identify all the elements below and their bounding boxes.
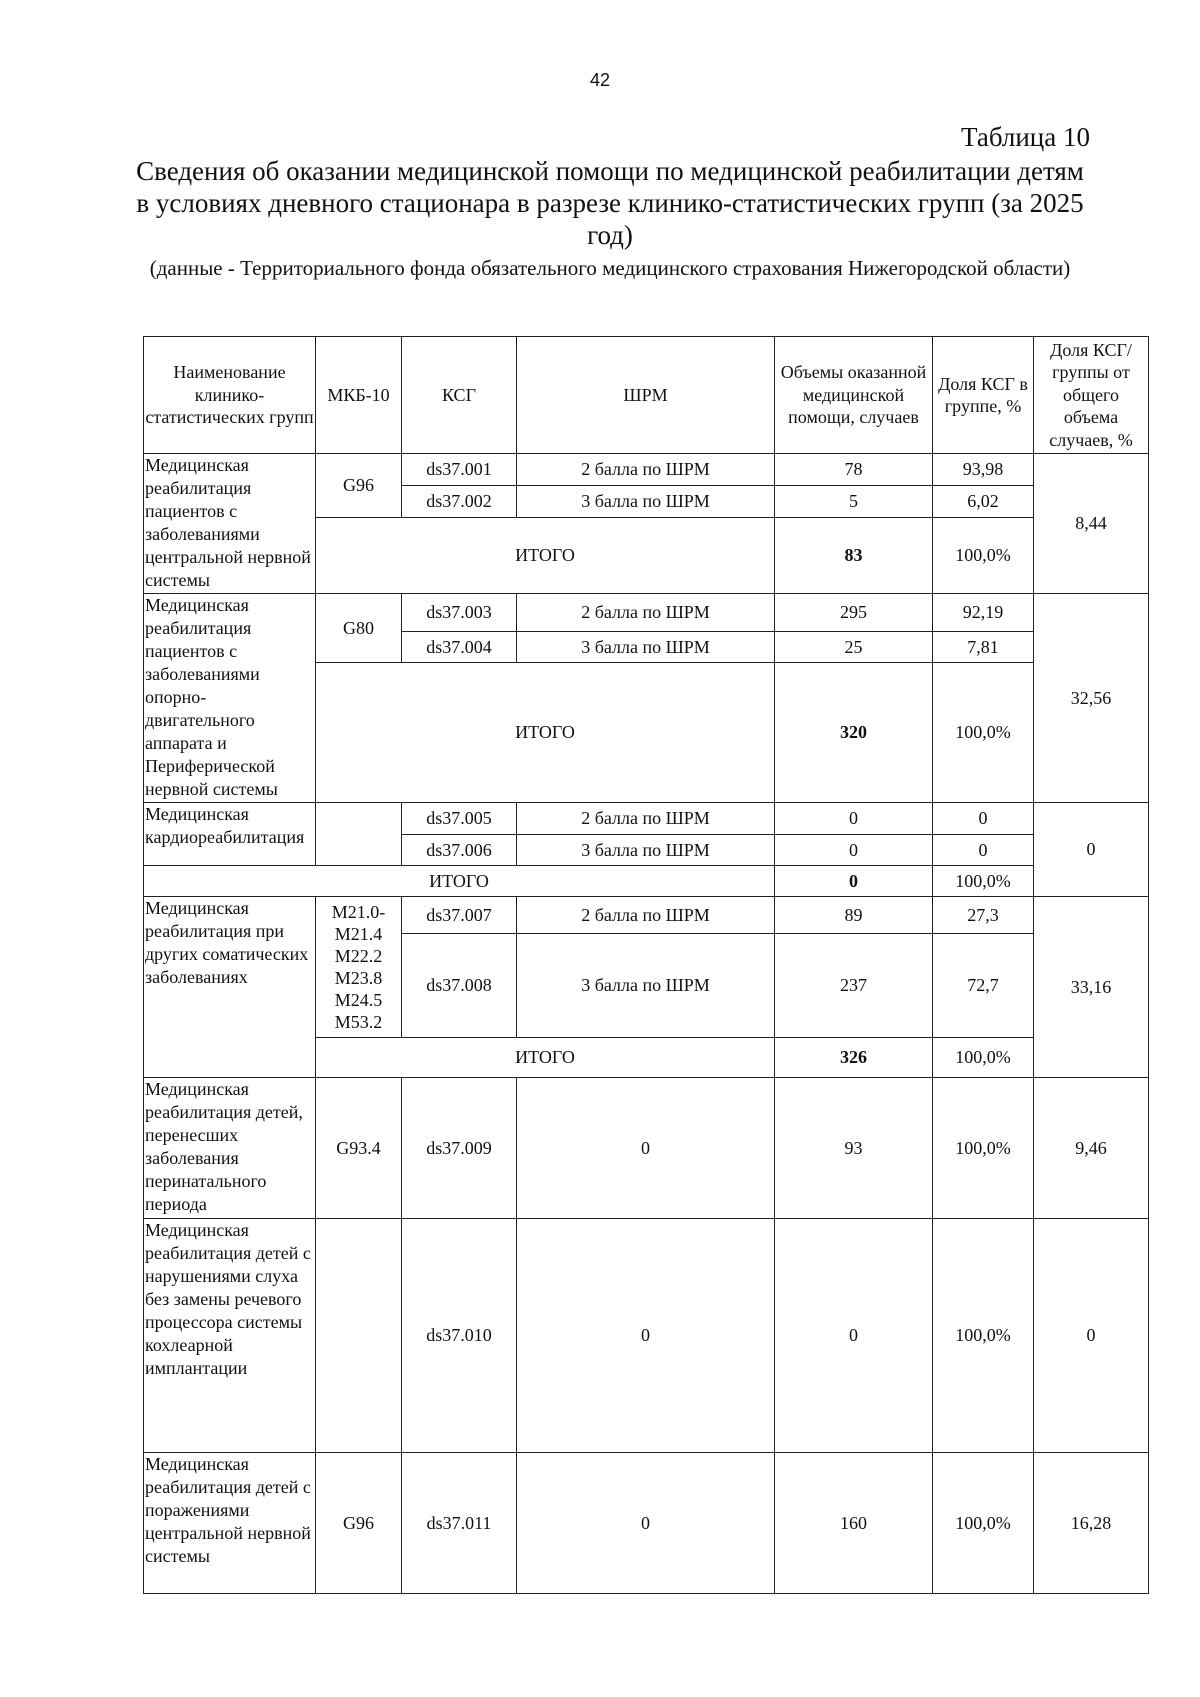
mkb-code: M22.2 xyxy=(334,946,383,966)
header-mkb: МКБ-10 xyxy=(316,337,402,454)
header-share-total: Доля КСГ/группы от общего объема случаев, % xyxy=(1034,337,1149,454)
mkb-code: M23.8 xyxy=(334,968,383,988)
share-in-group: 100,0% xyxy=(933,1078,1034,1219)
shrm-value: 3 балла по ШРМ xyxy=(517,835,775,866)
volume-value: 89 xyxy=(775,897,933,934)
ksg-code: ds37.009 xyxy=(402,1078,517,1219)
share-in-group: 72,7 xyxy=(933,934,1034,1038)
share-total: 16,28 xyxy=(1034,1453,1149,1594)
share-in-group: 6,02 xyxy=(933,486,1034,518)
total-share: 100,0% xyxy=(933,866,1034,897)
ksg-code: ds37.003 xyxy=(402,594,517,632)
group-name: Медицинская кардиореабилитация xyxy=(144,803,316,866)
ksg-code: ds37.010 xyxy=(402,1219,517,1453)
total-row xyxy=(144,866,1149,897)
share-in-group: 100,0% xyxy=(933,1453,1034,1594)
ksg-code: ds37.002 xyxy=(402,486,517,518)
page-number: 42 xyxy=(589,70,611,90)
total-label: ИТОГО xyxy=(144,866,775,897)
shrm-value: 0 xyxy=(517,1078,775,1219)
total-volume: 320 xyxy=(775,663,933,803)
total-share: 100,0% xyxy=(933,518,1034,594)
table-row xyxy=(144,803,1149,835)
volume-value: 0 xyxy=(775,835,933,866)
mkb-code: M24.5 xyxy=(334,990,383,1010)
shrm-value: 0 xyxy=(517,1219,775,1453)
share-total: 0 xyxy=(1034,803,1149,897)
shrm-value: 3 балла по ШРМ xyxy=(517,632,775,663)
shrm-value: 2 балла по ШРМ xyxy=(517,454,775,486)
ksg-code: ds37.008 xyxy=(402,934,517,1038)
volume-value: 295 xyxy=(775,594,933,632)
group-name: Медицинская реабилитация пациентов с заболеваниями центральной нервной системы xyxy=(144,454,316,594)
shrm-value: 2 балла по ШРМ xyxy=(517,594,775,632)
table-row xyxy=(144,454,1149,486)
share-total: 9,46 xyxy=(1034,1078,1149,1219)
rehabilitation-table xyxy=(143,336,1149,1594)
ksg-code: ds37.004 xyxy=(402,632,517,663)
group-name: Медицинская реабилитация детей, перенесших заболевания перинатального периода xyxy=(144,1078,316,1219)
share-in-group: 0 xyxy=(933,803,1034,835)
total-volume: 0 xyxy=(775,866,933,897)
volume-value: 0 xyxy=(775,803,933,835)
share-total: 33,16 xyxy=(1034,897,1149,1078)
total-volume: 326 xyxy=(775,1038,933,1078)
header-group: Наименование клинико-статистических групп xyxy=(144,337,316,454)
group-name: Медицинская реабилитация детей с поражениями центральной нервной системы xyxy=(144,1453,316,1594)
share-in-group: 7,81 xyxy=(933,632,1034,663)
header-row xyxy=(144,337,1149,454)
group-name: Медицинская реабилитация при других соматических заболеваниях xyxy=(144,897,316,1078)
share-in-group: 0 xyxy=(933,835,1034,866)
mkb-code: M21.0- xyxy=(331,902,386,922)
ksg-code: ds37.007 xyxy=(402,897,517,934)
total-label: ИТОГО xyxy=(316,663,775,803)
mkb-code xyxy=(316,1219,402,1453)
volume-value: 237 xyxy=(775,934,933,1038)
header-shrm: ШРМ xyxy=(517,337,775,454)
share-total: 8,44 xyxy=(1034,454,1149,594)
mkb-code: G96 xyxy=(316,454,402,518)
group-name: Медицинская реабилитация пациентов с заболеваниями опорно-двигательного аппарата и Периферической нервной системы xyxy=(144,594,316,803)
shrm-value: 3 балла по ШРМ xyxy=(517,934,775,1038)
ksg-code: ds37.011 xyxy=(402,1453,517,1594)
document-title: Сведения об оказании медицинской помощи по медицинской реабилитации детям в условиях дневного стационара в разрезе клинико-статистических групп (за 2025 год) xyxy=(136,156,1084,250)
share-in-group: 93,98 xyxy=(933,454,1034,486)
ksg-code: ds37.001 xyxy=(402,454,517,486)
total-label: ИТОГО xyxy=(316,518,775,594)
total-volume: 83 xyxy=(775,518,933,594)
table-row xyxy=(144,897,1149,934)
share-in-group: 92,19 xyxy=(933,594,1034,632)
volume-value: 0 xyxy=(775,1219,933,1453)
mkb-code: G80 xyxy=(316,594,402,663)
ksg-code: ds37.006 xyxy=(402,835,517,866)
total-share: 100,0% xyxy=(933,1038,1034,1078)
header-volume: Объемы оказанной медицинской помощи, случаев xyxy=(775,337,933,454)
document-subtitle: (данные - Территориального фонда обязательного медицинского страхования Нижегородской области) xyxy=(149,256,1071,280)
share-in-group: 27,3 xyxy=(933,897,1034,934)
mkb-code: M21.4 xyxy=(334,924,383,944)
share-total: 32,56 xyxy=(1034,594,1149,803)
volume-value: 93 xyxy=(775,1078,933,1219)
total-share: 100,0% xyxy=(933,663,1034,803)
volume-value: 78 xyxy=(775,454,933,486)
volume-value: 160 xyxy=(775,1453,933,1594)
group-name: Медицинская реабилитация детей с нарушениями слуха без замены речевого процессора системы кохлеарной имплантации xyxy=(144,1219,316,1453)
mkb-code xyxy=(316,803,402,866)
header-ksg: КСГ xyxy=(402,337,517,454)
mkb-code: G96 xyxy=(316,1453,402,1594)
shrm-value: 3 балла по ШРМ xyxy=(517,486,775,518)
total-label: ИТОГО xyxy=(316,1038,775,1078)
table-row xyxy=(144,1078,1149,1219)
share-total: 0 xyxy=(1034,1219,1149,1453)
shrm-value: 2 балла по ШРМ xyxy=(517,803,775,835)
share-in-group: 100,0% xyxy=(933,1219,1034,1453)
table-row xyxy=(144,1453,1149,1594)
shrm-value: 2 балла по ШРМ xyxy=(517,897,775,934)
header-share-in-group: Доля КСГ в группе, % xyxy=(933,337,1034,454)
ksg-code: ds37.005 xyxy=(402,803,517,835)
table-row xyxy=(144,594,1149,632)
mkb-code: G93.4 xyxy=(316,1078,402,1219)
mkb-code: M53.2 xyxy=(334,1012,383,1032)
table-row xyxy=(144,1219,1149,1453)
volume-value: 25 xyxy=(775,632,933,663)
mkb-code-list xyxy=(316,897,402,1038)
table-label: Таблица 10 xyxy=(961,122,1090,152)
volume-value: 5 xyxy=(775,486,933,518)
shrm-value: 0 xyxy=(517,1453,775,1594)
